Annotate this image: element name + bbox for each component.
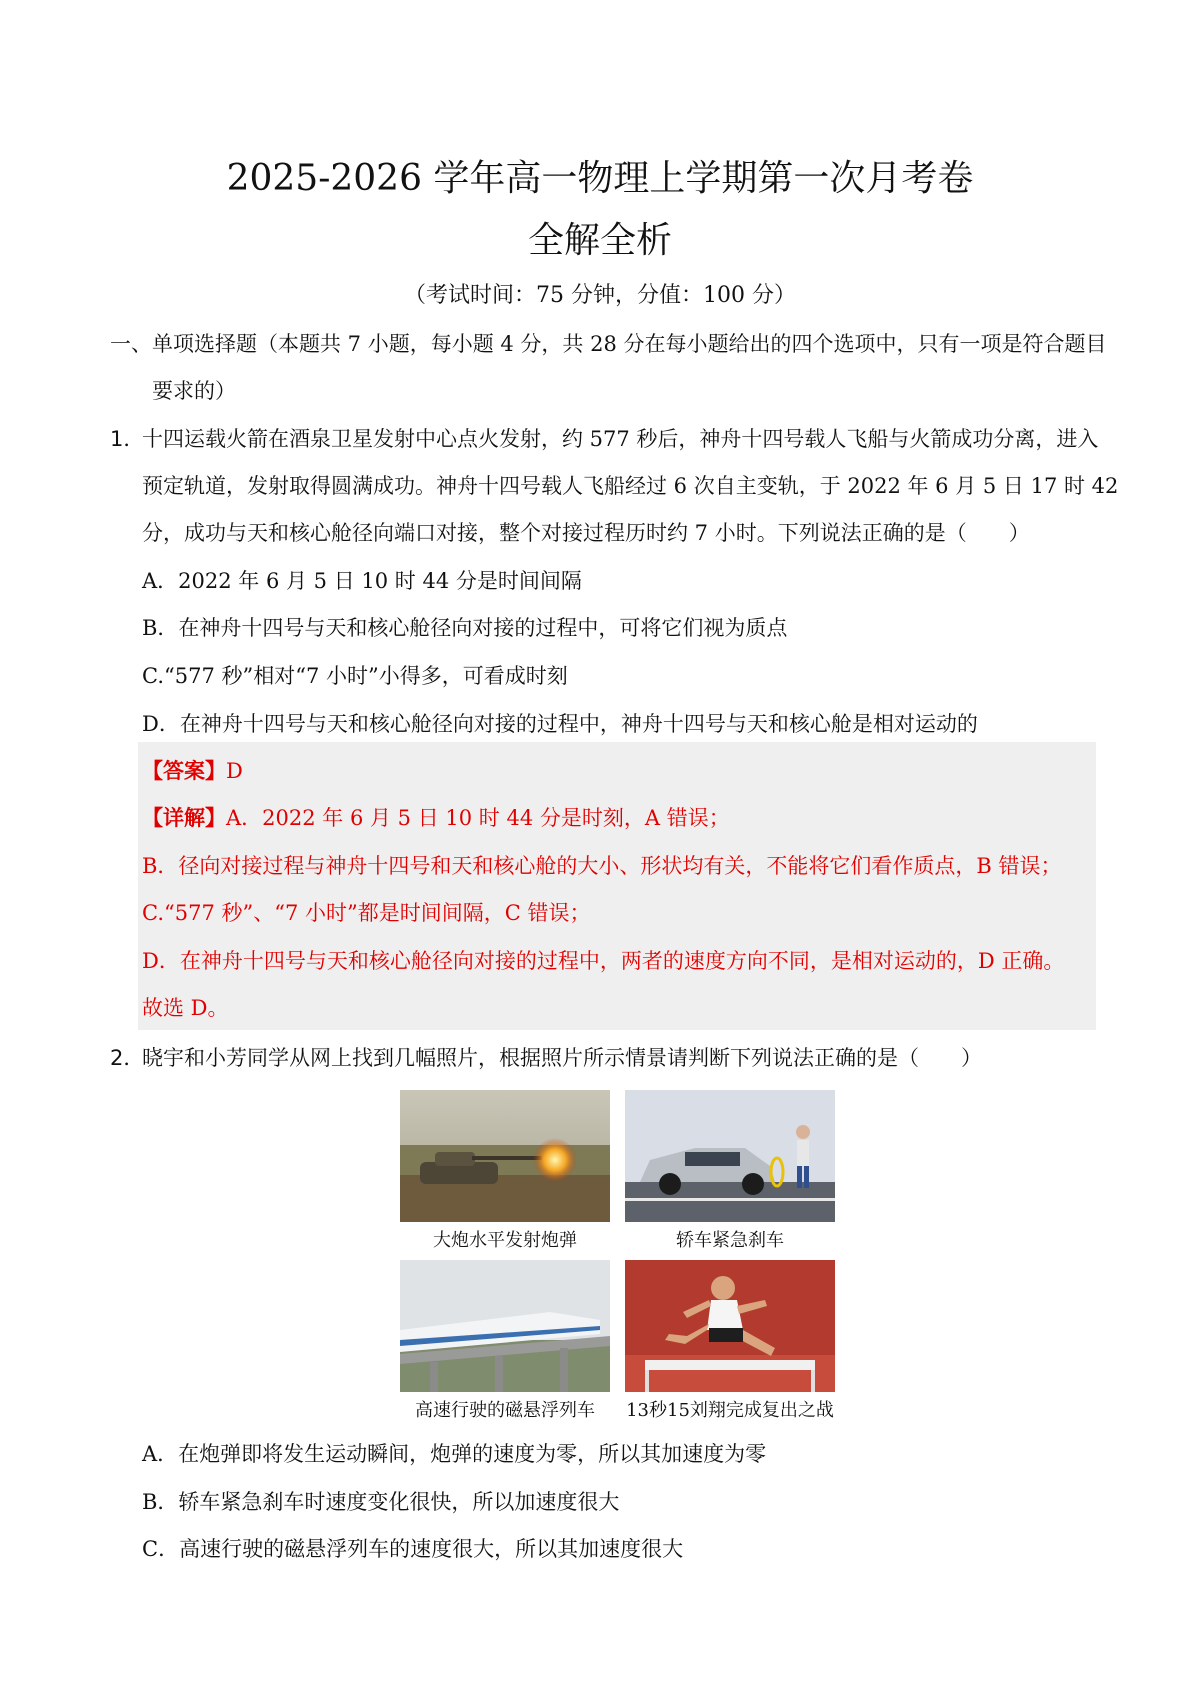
question-1-option-d: D．在神舟十四号与天和核心舱径向对接的过程中，神舟十四号与天和核心舱是相对运动的: [142, 712, 978, 736]
explain-line-2: B．径向对接过程与神舟十四号和天和核心舱的大小、形状均有关，不能将它们看作质点，B 错误；: [142, 854, 1062, 878]
car-photo-icon: [625, 1090, 835, 1222]
page-title: 2025-2026 学年高一物理上学期第一次月考卷: [226, 158, 974, 199]
explain-text-1: A．2022 年 6 月 5 日 10 时 44 分是时刻，A 错误；: [226, 806, 730, 830]
answer-value: D: [226, 759, 243, 783]
question-1-option-b: B．在神舟十四号与天和核心舱径向对接的过程中，可将它们视为质点: [142, 616, 788, 640]
question-1-option-c: C.“577 秒”相对“7 小时”小得多，可看成时刻: [142, 664, 568, 688]
exam-info: （考试时间：75 分钟，分值：100 分）: [404, 283, 796, 308]
explain-line-5: 故选 D。: [142, 996, 229, 1020]
question-2-option-b: B．轿车紧急刹车时速度变化很快，所以加速度很大: [142, 1490, 620, 1514]
question-1-stem-line1: 十四运载火箭在酒泉卫星发射中心点火发射，约 577 秒后，神舟十四号载人飞船与火箭成功分离，进入: [142, 427, 1099, 451]
question-2-number: 2．: [110, 1046, 145, 1070]
question-1-option-a: A．2022 年 6 月 5 日 10 时 44 分是时间间隔: [142, 569, 582, 593]
explain-tag: 【详解】: [142, 805, 226, 830]
question-1-stem-line2: 预定轨道，发射取得圆满成功。神舟十四号载人飞船经过 6 次自主变轨，于 2022 年 6 月 5 日 17 时 42: [142, 474, 1119, 498]
figure-tank: [400, 1090, 610, 1252]
figure-hurdler: [625, 1260, 835, 1422]
maglev-photo-icon: [400, 1260, 610, 1392]
photo-caption-car: 轿车紧急刹车: [676, 1230, 784, 1251]
hurdler-photo-icon: [625, 1260, 835, 1392]
question-2-stem: 晓宇和小芳同学从网上找到几幅照片，根据照片所示情景请判断下列说法正确的是（ ）: [142, 1046, 982, 1070]
explain-line-4: D．在神舟十四号与天和核心舱径向对接的过程中，两者的速度方向不同，是相对运动的，D 正确。: [142, 949, 1065, 973]
figure-maglev: [400, 1260, 610, 1422]
figure-car: [625, 1090, 835, 1252]
question-1-number: 1．: [110, 427, 145, 451]
answer-tag: 【答案】: [142, 758, 226, 783]
question-1-stem-line3: 分，成功与天和核心舱径向端口对接，整个对接过程历时约 7 小时。下列说法正确的是（ ）: [142, 521, 1030, 545]
answer-box: [138, 742, 1096, 1030]
answer-line: [142, 755, 243, 785]
photo-caption-hurdler: 13秒15刘翔完成复出之战: [626, 1400, 834, 1421]
explain-line-1: [142, 802, 730, 832]
photo-caption-maglev: 高速行驶的磁悬浮列车: [415, 1400, 595, 1421]
section-heading: 一、单项选择题（本题共 7 小题，每小题 4 分，共 28 分在每小题给出的四个选项中，只有一项是符合题目: [110, 332, 1107, 356]
section-heading-cont: 要求的）: [152, 379, 236, 403]
page-subtitle: 全解全析: [527, 220, 672, 261]
question-2-option-a: A．在炮弹即将发生运动瞬间，炮弹的速度为零，所以其加速度为零: [142, 1442, 767, 1466]
question-2-option-c: C．高速行驶的磁悬浮列车的速度很大，所以其加速度很大: [142, 1537, 684, 1561]
tank-photo-icon: [400, 1090, 610, 1222]
photo-caption-tank: 大炮水平发射炮弹: [433, 1230, 577, 1251]
explain-line-3: C.“577 秒”、“7 小时”都是时间间隔，C 错误；: [142, 901, 591, 925]
